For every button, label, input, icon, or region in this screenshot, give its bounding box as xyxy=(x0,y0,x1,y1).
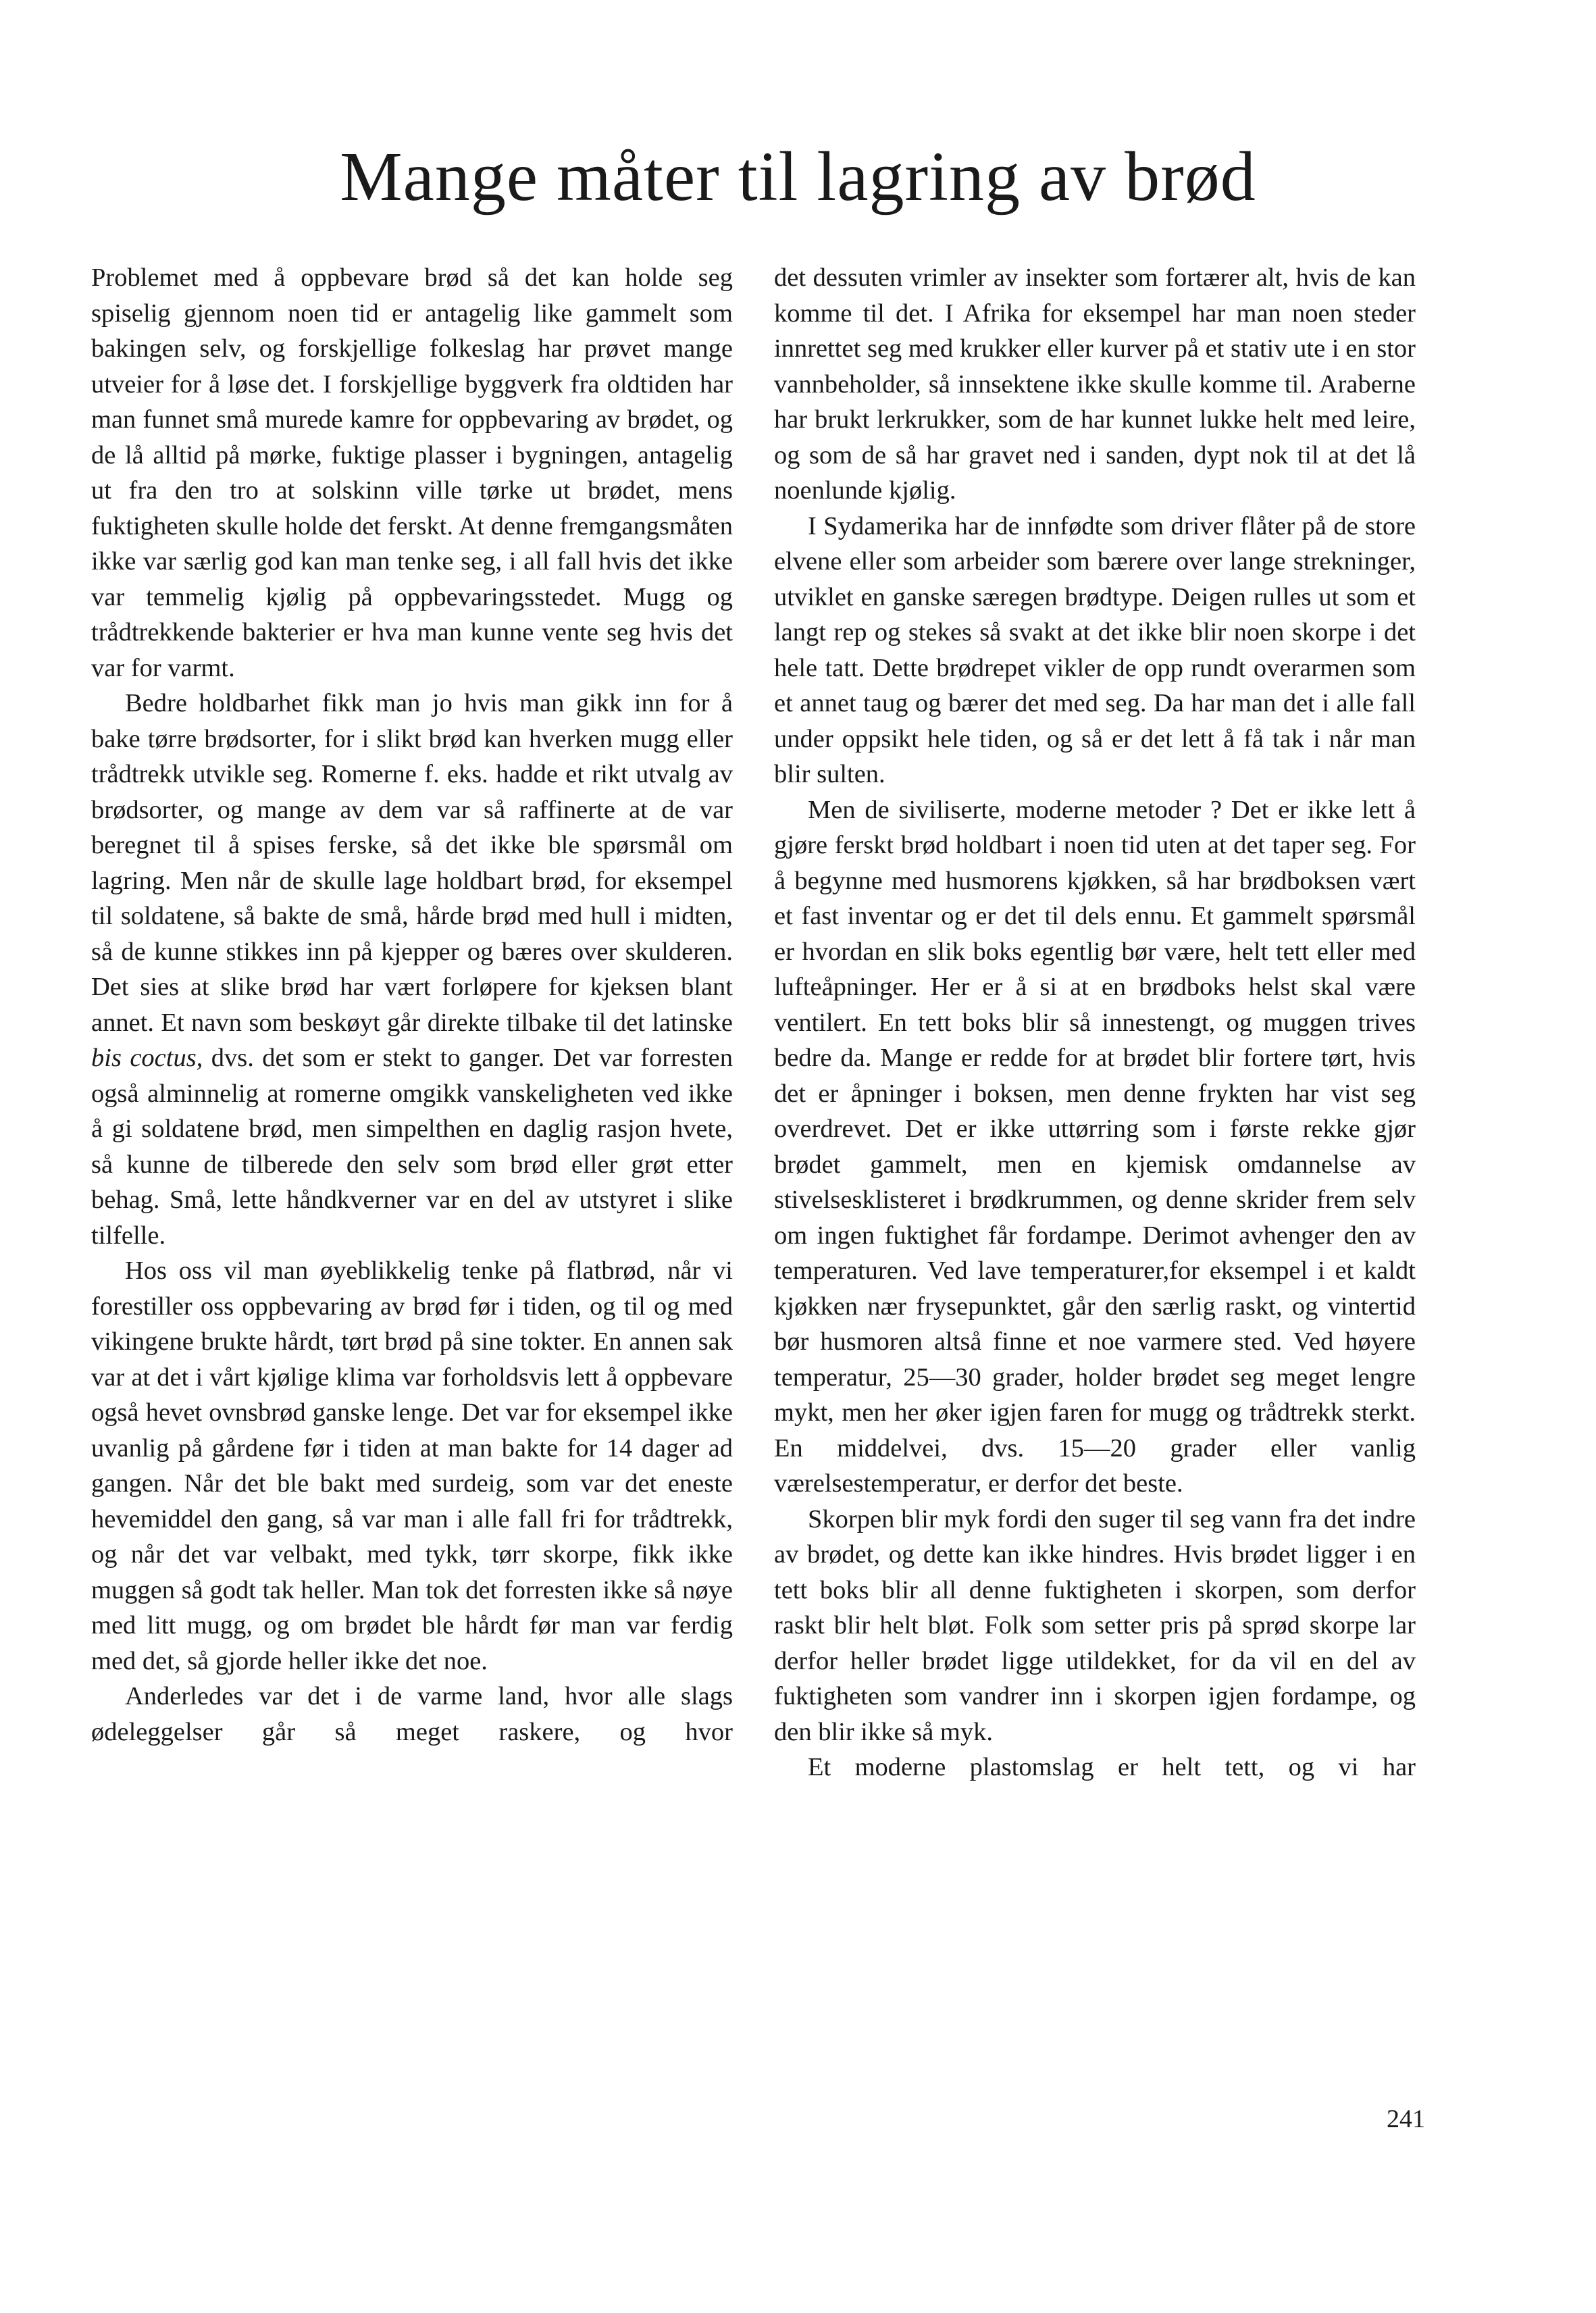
paragraph-right-2: I Sydamerika har de innfødte som driver flåter på de store elvene eller som arbeider som bærere over lange strekninger, utviklet en ganske særegen brødtype. Deigen rulles ut som et langt rep og stekes så svakt at det ikke blir noen skorpe i det hele tatt. Dette brødrepet vikler de opp rundt overarmen som et annet taug og bærer det med seg. Da har man det i alle fall under oppsikt hele tiden, og så er det lett å få tak i når man blir sulten. xyxy=(774,511,1416,788)
latin-term: bis coctus, xyxy=(91,1044,203,1072)
paragraph-right-4: Skorpen blir myk fordi den suger til seg vann fra det indre av brødet, og dette kan ikke hindres. Hvis brødet ligger i en tett boks blir all denne fuktigheten i skorpen, som derfor raskt blir helt bløt. Folk som setter pris på sprød skorpe lar derfor heller brødet ligge utildekket, for da vil en del av fuktigheten som vandrer inn i skorpen igjen fordampe, og den blir ikke så myk. xyxy=(774,1504,1416,1746)
paragraph-left-2-part-1: Bedre holdbarhet fikk man jo hvis man gikk inn for å bake tørre brødsorter, for i slikt brød kan hverken mugg eller trådtrekk utvikle seg. Romerne f. eks. hadde et rikt utvalg av brødsorter, og mange av dem var så raffinerte at de var beregnet til å spises ferske, så det ikke ble spørsmål om lagring. Men når de skulle lage holdbart brød, for eksempel til soldatene, så bakte de små, hårde brød med hull i midten, så de kunne stikkes inn på kjepper og bæres over skulderen. Det sies at slike brød har vært forløpere for kjeksen blant annet. Et navn som beskøyt går direkte tilbake til det latinske xyxy=(91,689,733,1037)
paragraph-right-3: Men de siviliserte, moderne metoder ? Det er ikke lett å gjøre ferskt brød holdbart i noen tid uten at det taper seg. For å begynne med husmorens kjøkken, så har brødboksen vært et fast inventar og er det til dels ennu. Et gammelt spørsmål er hvordan en slik boks egentlig bør være, helt tett eller med lufteåpninger. Her er å si at en brødboks helst skal være ventilert. En tett boks blir så innestengt, og muggen trives bedre da. Mange er redde for at brødet blir fortere tørt, hvis det er åpninger i boksen, men denne frykten har vist seg overdrevet. Det er ikke uttørring som i første rekke gjør brødet gammelt, men en kjemisk omdannelse av stivelsesklisteret i brødkrummen, og denne skrider frem selv om ingen fuktighet får fordampe. Derimot avhenger den av temperaturen. Ved lave temperaturer,for eksempel i et kaldt kjøkken nær frysepunktet, går den særlig raskt, og vintertid bør husmoren altså finne et noe varmere sted. Ved høyere temperatur, 25—30 grader, holder brødet seg meget lengre mykt, men her øker igjen faren for mugg og trådtrekk sterkt. En middelvei, dvs. 15—20 grader eller vanlig værelsestemperatur, er derfor det beste. xyxy=(774,795,1416,1498)
paragraph-left-2 xyxy=(91,686,733,1253)
paragraph-left-2-part-2: dvs. det som er stekt to ganger. Det var forresten også alminnelig at romerne omgikk vanskeligheten ved ikke å gi soldatene brød, men simpelthen en daglig rasjon hvete, så kunne de tilberede den selv som brød eller grøt etter behag. Små, lette håndkverner var en del av utstyret i slike tilfelle. xyxy=(91,1044,733,1250)
right-column xyxy=(774,260,1416,1785)
paragraph-left-4: Anderledes var det i de varme land, hvor alle slags ødeleggelser går så meget raskere, og hvor xyxy=(91,1682,733,1746)
paragraph-right-5: Et moderne plastomslag er helt tett, og vi har xyxy=(808,1753,1416,1781)
paragraph-left-3: Hos oss vil man øyeblikkelig tenke på flatbrød, når vi forestiller oss oppbevaring av brød før i tiden, og til og med vikingene brukte hårdt, tørt brød på sine tokter. En annen sak var at det i vårt kjølige klima var forholdsvis lett å oppbevare også hevet ovnsbrød ganske lenge. Det var for eksempel ikke uvanlig på gårdene før i tiden at man bakte for 14 dager ad gangen. Når det ble bakt med surdeig, som var det eneste hevemiddel den gang, så var man i alle fall fri for trådtrekk, og når det var velbakt, med tykk, tørr skorpe, fikk ikke muggen så godt tak heller. Man tok det forresten ikke så nøye med litt mugg, og om brødet ble hårdt før man var ferdig med det, så gjorde heller ikke det noe. xyxy=(91,1256,733,1675)
left-column xyxy=(91,260,733,1750)
page-number: 241 xyxy=(1387,2105,1425,2133)
article-title: Mange måter til lagring av brød xyxy=(340,138,1256,215)
paragraph-right-1: det dessuten vrimler av insekter som fortærer alt, hvis de kan komme til det. I Afrika for eksempel har man noen steder innrettet seg med krukker eller kurver på et stativ ute i en stor vannbeholder, så innsektene ikke skulle komme til. Araberne har brukt lerkrukker, som de har kunnet lukke helt med leire, og som de så har gravet ned i sanden, dypt nok til at det lå noenlunde kjølig. xyxy=(774,263,1416,505)
paragraph-left-1: Problemet med å oppbevare brød så det kan holde seg spiselig gjennom noen tid er antagelig like gammelt som bakingen selv, og forskjellige folkeslag har prøvet mange utveier for å løse det. I forskjellige byggverk fra oldtiden har man funnet små murede kamre for oppbevaring av brødet, og de lå alltid på mørke, fuktige plasser i bygningen, antagelig ut fra den tro at solskinn ville tørke ut brødet, mens fuktigheten skulle holde det ferskt. At denne fremgangsmåten ikke var særlig god kan man tenke seg, i all fall hvis det ikke var temmelig kjølig på oppbevaringsstedet. Mugg og trådtrekkende bakterier er hva man kunne vente seg hvis det var for varmt. xyxy=(91,263,733,682)
